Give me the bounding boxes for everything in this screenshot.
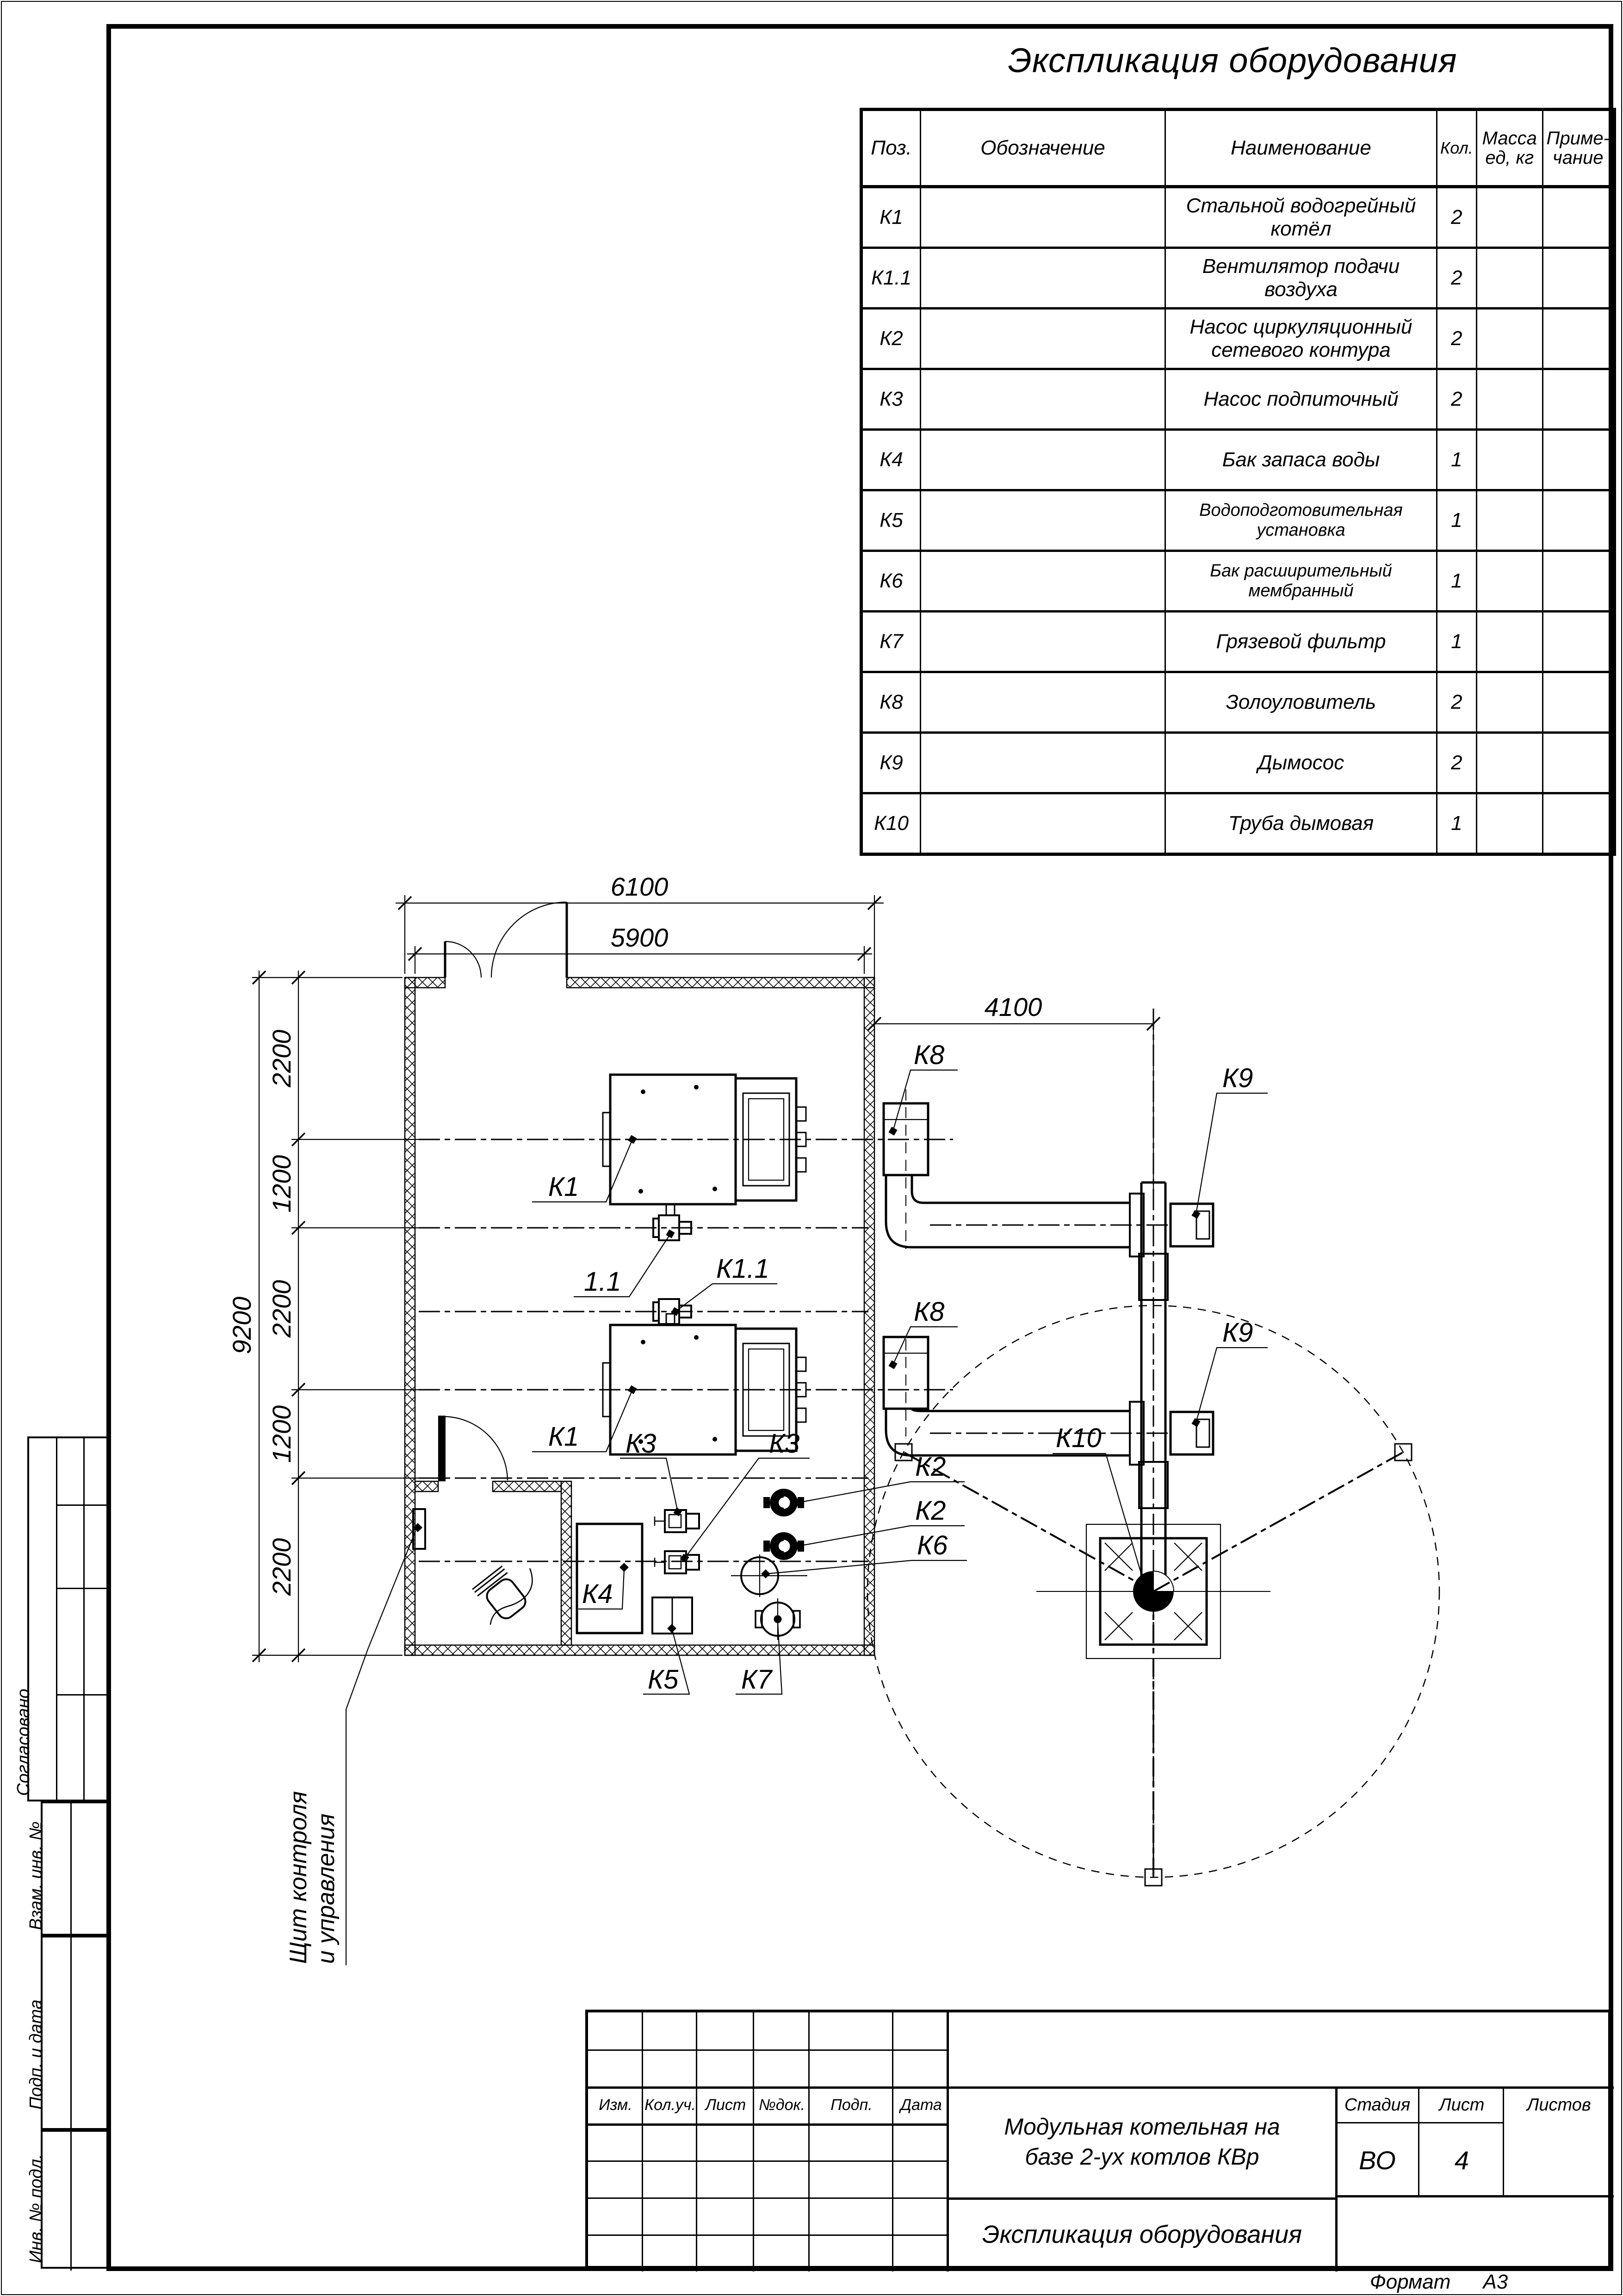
spec-header-row xyxy=(861,110,1615,187)
label-k1-2: К1 xyxy=(548,1422,579,1452)
sheets-label: Листов xyxy=(1527,2095,1591,2115)
label-k1_1: К1.1 xyxy=(716,1254,769,1284)
label-k3-2: К3 xyxy=(769,1429,800,1459)
svg-text:Щит контроля: Щит контроля xyxy=(285,1791,312,1964)
vbox-vzam: Взам. инв. № xyxy=(41,1801,109,1936)
doc-name: Экспликация оборудования xyxy=(949,2197,1338,2271)
project-name: Модульная котельная на базе 2-ух котлов КВр xyxy=(949,2086,1335,2200)
smoke-exhauster-2 xyxy=(1171,1412,1213,1454)
table-row: К6 Бак расширительный мембранный 1 xyxy=(861,551,1615,612)
dim-6100: 6100 xyxy=(610,872,669,901)
mud-filter-k7 xyxy=(756,1598,800,1640)
label-k2-1: К2 xyxy=(915,1452,946,1482)
building-walls xyxy=(405,978,874,1655)
label-k4: К4 xyxy=(582,1579,613,1609)
sheets-value xyxy=(1504,2123,1614,2197)
dim-seg-1: 2200 xyxy=(267,1029,296,1088)
label-k1-1: К1 xyxy=(548,1172,579,1202)
rev-header-ndok: №док. xyxy=(758,2096,805,2114)
stage-value: ВО xyxy=(1359,2145,1396,2175)
label-fan-1: 1.1 xyxy=(584,1267,621,1297)
rev-header-data: Дата xyxy=(900,2096,942,2114)
label-k3-1: К3 xyxy=(626,1429,657,1459)
dim-9200: 9200 xyxy=(227,1296,256,1355)
label-k7: К7 xyxy=(741,1665,772,1695)
label-k10: К10 xyxy=(1056,1423,1102,1453)
dim-4100: 4100 xyxy=(984,992,1042,1021)
water-tank-k4 xyxy=(577,1524,642,1633)
approval-table xyxy=(14,1436,109,1801)
table-row: К7 Грязевой фильтр 1 xyxy=(861,612,1615,672)
rev-header-list: Лист xyxy=(705,2096,746,2114)
approved-label: Согласовано xyxy=(14,1689,33,1796)
spec-table xyxy=(860,108,1616,856)
dim-seg-4: 1200 xyxy=(267,1405,296,1463)
vbox-podp: Подп. и дата xyxy=(41,1936,109,2130)
format-value: А3 xyxy=(1483,2271,1508,2293)
label-k8-2: К8 xyxy=(914,1297,945,1327)
entrance-door xyxy=(445,902,567,978)
smoke-exhauster-1 xyxy=(1171,1204,1213,1246)
dim-seg-5: 2200 xyxy=(267,1538,296,1596)
table-row: К2 Насос циркуляционный сетевого контура 2 xyxy=(861,309,1615,369)
table-row: К5 Водоподготовительная установка 1 xyxy=(861,490,1615,551)
guy-wires xyxy=(867,1306,1439,1886)
label-k5: К5 xyxy=(648,1665,679,1695)
vbox-inv: Инв. № подл. xyxy=(41,2130,109,2269)
rev-col xyxy=(754,2012,810,2271)
rev-col xyxy=(588,2012,643,2271)
rev-col xyxy=(697,2012,754,2271)
toilet-fixture xyxy=(463,1548,560,1645)
dim-5900: 5900 xyxy=(610,923,669,952)
col-name: Наименование xyxy=(1165,110,1437,187)
col-designation: Обозначение xyxy=(921,110,1165,187)
axis-lines xyxy=(419,1009,1270,1877)
table-row: К1 Стальной водогрейный котёл 2 xyxy=(861,187,1615,248)
rev-col xyxy=(893,2012,949,2271)
stage-label: Стадия xyxy=(1344,2095,1411,2115)
col-note: Приме- чание xyxy=(1542,110,1614,187)
table-row: К1.1 Вентилятор подачи воздуха 2 xyxy=(861,248,1615,309)
rev-header-koluch: Кол.уч. xyxy=(644,2096,696,2114)
sheet-value: 4 xyxy=(1454,2145,1469,2175)
sheet-label: Лист xyxy=(1439,2095,1485,2115)
table-row: К10 Труба дымовая 1 xyxy=(861,793,1615,854)
dim-seg-2: 1200 xyxy=(267,1155,296,1213)
col-mass: Масса ед, кг xyxy=(1476,110,1542,187)
table-row: К9 Дымосос 2 xyxy=(861,733,1615,793)
rev-header-izm: Изм. xyxy=(599,2096,632,2114)
label-k6: К6 xyxy=(917,1530,948,1560)
col-pos: Поз. xyxy=(861,110,921,187)
label-k9-2: К9 xyxy=(1222,1318,1253,1348)
label-k9-1: К9 xyxy=(1222,1063,1253,1093)
rev-header-podp: Подп. xyxy=(830,2096,873,2114)
spec-table-title: Экспликация оборудования xyxy=(1008,41,1457,80)
svg-text:и управления: и управления xyxy=(313,1813,340,1964)
feed-pump-k3-2 xyxy=(655,1551,699,1573)
room-door xyxy=(438,1416,508,1481)
table-row: К8 Золоуловитель 2 xyxy=(861,672,1615,733)
table-row: К3 Насос подпиточный 2 xyxy=(861,369,1615,430)
table-row: К4 Бак запаса воды 1 xyxy=(861,430,1615,490)
rev-col xyxy=(810,2012,893,2271)
format-note: Формат А3 xyxy=(1369,2271,1508,2293)
label-k8-1: К8 xyxy=(914,1040,945,1070)
panel-note xyxy=(285,1791,340,1964)
col-qty: Кол. xyxy=(1437,110,1477,187)
rev-col xyxy=(643,2012,697,2271)
title-block xyxy=(585,2010,1611,2269)
boiler-1 xyxy=(603,1075,806,1215)
dim-seg-3: 2200 xyxy=(267,1280,296,1338)
label-k2-2: К2 xyxy=(915,1496,946,1526)
